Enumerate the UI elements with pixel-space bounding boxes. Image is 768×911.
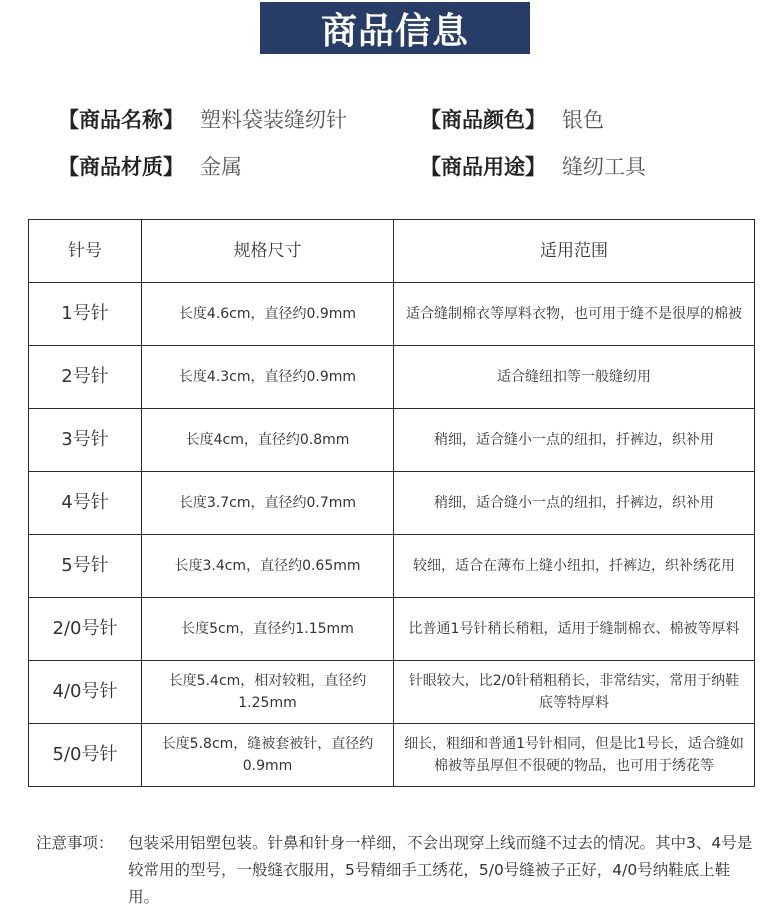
info-name [58, 104, 347, 134]
info-material-value: 金属 [200, 155, 242, 179]
table-row [29, 409, 755, 472]
info-name-label: 【商品名称】 [58, 108, 184, 132]
table-row [29, 661, 755, 724]
header-usage: 适用范围 [394, 220, 755, 283]
needle-no: 5号针 [29, 535, 142, 598]
notice-text: 包装采用铝塑包装。针鼻和针身一样细，不会出现穿上线而缝不过去的情况。其中3、4号是较常用的型号，一般缝衣服用，5号精细手工绣花，5/0号缝被子正好，4/0号纳鞋底上鞋用。 [128, 834, 753, 906]
needle-spec: 长度5.4cm，相对较粗，直径约1.25mm [142, 661, 394, 724]
notice-label: 注意事项： [36, 834, 114, 852]
spec-table [28, 219, 755, 787]
needle-no: 4号针 [29, 472, 142, 535]
table-row [29, 535, 755, 598]
notice [36, 830, 758, 911]
needle-no: 5/0号针 [29, 724, 142, 787]
needle-no: 4/0号针 [29, 661, 142, 724]
needle-usage: 较细，适合在薄布上缝小纽扣，扦裤边，织补绣花用 [394, 535, 755, 598]
header-needle-no: 针号 [29, 220, 142, 283]
needle-spec: 长度5cm，直径约1.15mm [142, 598, 394, 661]
needle-spec: 长度4.6cm，直径约0.9mm [142, 283, 394, 346]
info-material [58, 151, 242, 181]
page-title: 商品信息 [260, 2, 530, 54]
needle-usage: 针眼较大，比2/0针稍粗稍长，非常结实，常用于纳鞋底等特厚料 [394, 661, 755, 724]
needle-no: 1号针 [29, 283, 142, 346]
needle-no: 2号针 [29, 346, 142, 409]
needle-usage: 适合缝制棉衣等厚料衣物，也可用于缝不是很厚的棉被 [394, 283, 755, 346]
table-row [29, 724, 755, 787]
table-row [29, 472, 755, 535]
info-color-label: 【商品颜色】 [420, 108, 546, 132]
needle-spec: 长度5.8cm，缝被套被针，直径约0.9mm [142, 724, 394, 787]
table-row [29, 346, 755, 409]
needle-usage: 稍细，适合缝小一点的纽扣，扦裤边，织补用 [394, 472, 755, 535]
needle-usage: 适合缝纽扣等一般缝纫用 [394, 346, 755, 409]
table-row [29, 283, 755, 346]
header-spec: 规格尺寸 [142, 220, 394, 283]
info-usage [420, 151, 646, 181]
needle-spec: 长度3.7cm，直径约0.7mm [142, 472, 394, 535]
info-usage-value: 缝纫工具 [562, 155, 646, 179]
needle-usage: 细长，粗细和普通1号针相同，但是比1号长，适合缝如棉被等虽厚但不很硬的物品，也可用于绣花等 [394, 724, 755, 787]
needle-usage: 比普通1号针稍长稍粗，适用于缝制棉衣、棉被等厚料 [394, 598, 755, 661]
table-row [29, 598, 755, 661]
info-color [420, 104, 604, 134]
needle-usage: 稍细，适合缝小一点的纽扣，扦裤边，织补用 [394, 409, 755, 472]
info-material-label: 【商品材质】 [58, 155, 184, 179]
needle-no: 3号针 [29, 409, 142, 472]
info-name-value: 塑料袋装缝纫针 [200, 108, 347, 132]
needle-spec: 长度3.4cm，直径约0.65mm [142, 535, 394, 598]
info-usage-label: 【商品用途】 [420, 155, 546, 179]
needle-spec: 长度4.3cm，直径约0.9mm [142, 346, 394, 409]
needle-spec: 长度4cm，直径约0.8mm [142, 409, 394, 472]
table-header-row [29, 220, 755, 283]
needle-no: 2/0号针 [29, 598, 142, 661]
info-color-value: 银色 [562, 108, 604, 132]
